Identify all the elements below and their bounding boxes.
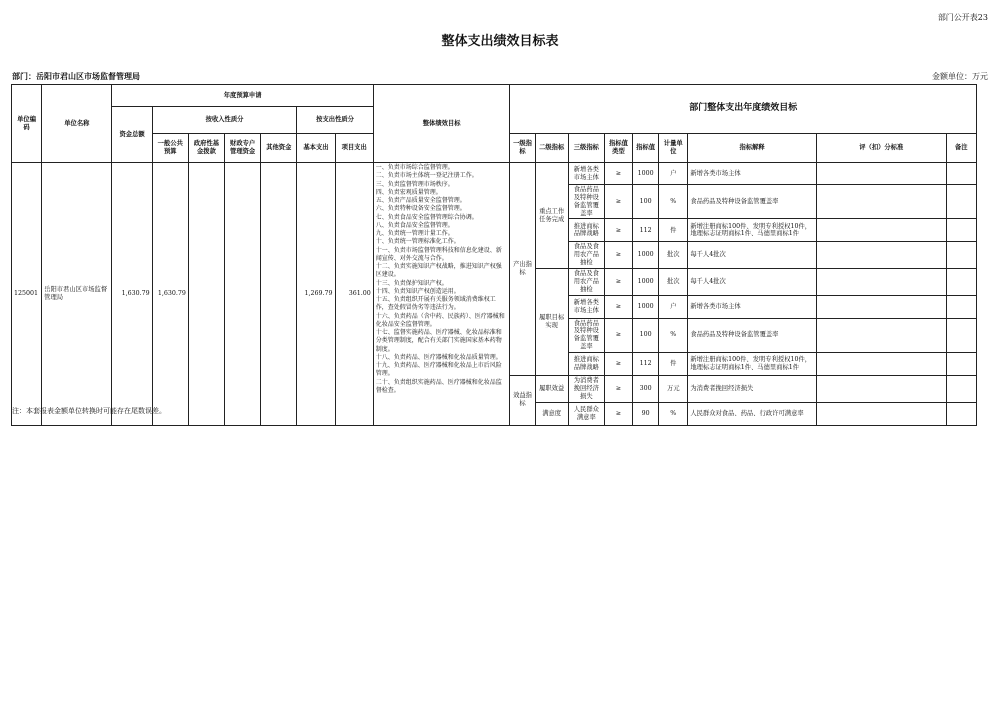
indicator-type: ≥ [604, 163, 632, 185]
indicator-value: 90 [633, 402, 659, 425]
department-label: 部门：岳阳市君山区市场监督管理局 [12, 71, 140, 81]
performance-target-table [11, 84, 977, 426]
indicator-name: 为消费者挽回经济损失 [568, 376, 604, 403]
indicator-value: 300 [633, 376, 659, 403]
special-fund-cell [225, 163, 261, 426]
header-level1: 一级指标 [510, 134, 535, 163]
indicator-unit: 批次 [659, 242, 688, 269]
indicator-unit: % [659, 185, 688, 219]
header-value-type: 指标值类型 [604, 134, 632, 163]
level1-output-cell: 产出指标 [510, 163, 535, 376]
indicator-unit: 件 [659, 219, 688, 242]
indicator-value: 1000 [633, 295, 659, 318]
indicator-type: ≥ [604, 318, 632, 352]
indicator-type: ≥ [604, 376, 632, 403]
indicator-value: 100 [633, 318, 659, 352]
indicator-explanation: 人民群众对食品、药品、行政许可满意率 [688, 402, 817, 425]
level2-effect-cell: 履职效益 [535, 376, 568, 403]
header-remarks: 备注 [946, 134, 976, 163]
indicator-name: 新增各类市场主体 [568, 295, 604, 318]
indicator-explanation: 为消费者挽回经济损失 [688, 376, 817, 403]
indicator-scoring [816, 318, 946, 352]
gov-fund-cell [188, 163, 224, 426]
indicator-type: ≥ [604, 402, 632, 425]
project-expense-cell: 361.00 [335, 163, 373, 426]
indicator-explanation: 新增注册商标100件、发明专利授权10件，地理标志证明商标1件、马德里商标1件 [688, 353, 817, 376]
indicator-scoring [816, 295, 946, 318]
level2-key-tasks-cell: 重点工作任务完成 [535, 163, 568, 269]
indicator-type: ≥ [604, 185, 632, 219]
unit-name-cell: 岳阳市君山区市场监督管理局 [42, 163, 112, 426]
level2-satisfaction-cell: 满意度 [535, 402, 568, 425]
unit-code-cell: 125001 [12, 163, 42, 426]
indicator-remarks [946, 402, 976, 425]
indicator-type: ≥ [604, 219, 632, 242]
indicator-scoring [816, 402, 946, 425]
page-title: 整体支出绩效目标表 [441, 34, 559, 49]
footnote: 注：本套报表金额单位转换时可能存在尾数误差。 [12, 407, 166, 415]
header-scoring: 评（扣）分标准 [816, 134, 946, 163]
indicator-scoring [816, 163, 946, 185]
table-row [12, 163, 977, 185]
indicator-explanation: 新增各类市场主体 [688, 295, 817, 318]
indicator-explanation: 食品药品及特种设备监管覆盖率 [688, 318, 817, 352]
level1-benefit-cell: 效益指标 [510, 376, 535, 426]
basic-expense-cell: 1,269.79 [297, 163, 335, 426]
overall-target-cell: 一、负责市场综合监督管理。 二、负责市场主体统一登记注册工作。 三、负责监督管理市场秩序。 四、负责宏观质量管理。 五、负责产品质量安全监督管理。 六、负责特种设备安全监督管理。 七、负责食品安全监督管理综合协调。 八、负责食品安全监督管理。 九、负责统一管理计量工作。 十、负责统一管理标准化工作。 十一、负责市场监督管理科技和信息化建设、新闻宣传、对外交流与合作。 十二、负责实施知识产权战略，推进知识产权强区建设。 十三、负责保护知识产权。 十四、负责知识产权创造运用。 十五、负责组织开展有关服务领域消费维权工作，查处假冒伪劣等违法行为。 十六、负责药品（含中药、民族药）、医疗器械和化妆品安全监督管理。 十七、监督实施药品、医疗器械、化妆品标准和分类管理制度，配合有关部门实施国家基本药物制度。 十八、负责药品、医疗器械和化妆品质量管理。 十九、负责药品、医疗器械和化妆品上市后风险管理。 二十、负责组织实施药品、医疗器械和化妆品监督检查。 [373, 163, 510, 426]
header-total-funds: 资金总额 [112, 107, 152, 163]
indicator-value: 1000 [633, 242, 659, 269]
indicator-type: ≥ [604, 295, 632, 318]
indicator-type: ≥ [604, 242, 632, 269]
indicator-value: 112 [633, 219, 659, 242]
indicator-unit: 批次 [659, 269, 688, 296]
general-budget-cell: 1,630.79 [152, 163, 188, 426]
indicator-explanation: 新增注册商标100件、发明专利授权10件，地理标志证明商标1件、马德里商标1件 [688, 219, 817, 242]
indicator-name: 新增各类市场主体 [568, 163, 604, 185]
header-basic-expense: 基本支出 [297, 134, 335, 163]
indicator-unit: 件 [659, 353, 688, 376]
indicator-explanation: 每千人4批次 [688, 269, 817, 296]
table-number-tag: 部门公开表23 [937, 13, 988, 22]
indicator-value: 1000 [633, 163, 659, 185]
indicator-name: 推进商标品牌战略 [568, 353, 604, 376]
header-unit-code: 单位编码 [12, 85, 42, 163]
indicator-name: 食品及食用农产品抽检 [568, 242, 604, 269]
indicator-name: 人民群众满意率 [568, 402, 604, 425]
indicator-remarks [946, 185, 976, 219]
header-special-fund: 财政专户管理资金 [225, 134, 261, 163]
header-level2: 二级指标 [535, 134, 568, 163]
indicator-scoring [816, 219, 946, 242]
indicator-explanation: 每千人4批次 [688, 242, 817, 269]
indicator-name: 食品药品及特种设备监管覆盖率 [568, 185, 604, 219]
indicator-scoring [816, 269, 946, 296]
header-other-fund: 其他资金 [261, 134, 297, 163]
indicator-remarks [946, 295, 976, 318]
header-by-source: 按收入性质分 [152, 107, 297, 134]
header-by-expense: 按支出性质分 [297, 107, 373, 134]
indicator-explanation: 新增各类市场主体 [688, 163, 817, 185]
header-value: 指标值 [633, 134, 659, 163]
indicator-unit: 户 [659, 295, 688, 318]
indicator-scoring [816, 185, 946, 219]
indicator-remarks [946, 219, 976, 242]
indicator-unit: 万元 [659, 376, 688, 403]
header-general-budget: 一般公共预算 [152, 134, 188, 163]
indicator-remarks [946, 163, 976, 185]
indicator-value: 1000 [633, 269, 659, 296]
header-measure-unit: 计量单位 [659, 134, 688, 163]
header-level3: 三级指标 [568, 134, 604, 163]
indicator-name: 食品及食用农产品抽检 [568, 269, 604, 296]
indicator-unit: % [659, 318, 688, 352]
indicator-remarks [946, 353, 976, 376]
indicator-scoring [816, 376, 946, 403]
header-gov-fund: 政府性基金拨款 [188, 134, 224, 163]
indicator-unit: % [659, 402, 688, 425]
indicator-value: 112 [633, 353, 659, 376]
header-explanation: 指标解释 [688, 134, 817, 163]
indicator-scoring [816, 242, 946, 269]
header-unit-name: 单位名称 [42, 85, 112, 163]
indicator-remarks [946, 242, 976, 269]
header-overall-target: 整体绩效目标 [373, 85, 510, 163]
indicator-explanation: 食品药品及特种设备监管覆盖率 [688, 185, 817, 219]
other-fund-cell [261, 163, 297, 426]
indicator-remarks [946, 376, 976, 403]
indicator-remarks [946, 269, 976, 296]
indicator-type: ≥ [604, 269, 632, 296]
currency-unit-label: 金额单位：万元 [932, 72, 988, 81]
indicator-scoring [816, 353, 946, 376]
header-project-expense: 项目支出 [335, 134, 373, 163]
indicator-value: 100 [633, 185, 659, 219]
indicator-unit: 户 [659, 163, 688, 185]
indicator-name: 食品药品及特种设备监管覆盖率 [568, 318, 604, 352]
indicator-remarks [946, 318, 976, 352]
indicator-type: ≥ [604, 353, 632, 376]
header-annual-target: 部门整体支出年度绩效目标 [510, 85, 977, 134]
total-funds-cell: 1,630.79 [112, 163, 152, 426]
header-budget-request: 年度预算申请 [112, 85, 373, 107]
indicator-name: 推进商标品牌战略 [568, 219, 604, 242]
level2-duty-cell: 履职目标实现 [535, 269, 568, 376]
